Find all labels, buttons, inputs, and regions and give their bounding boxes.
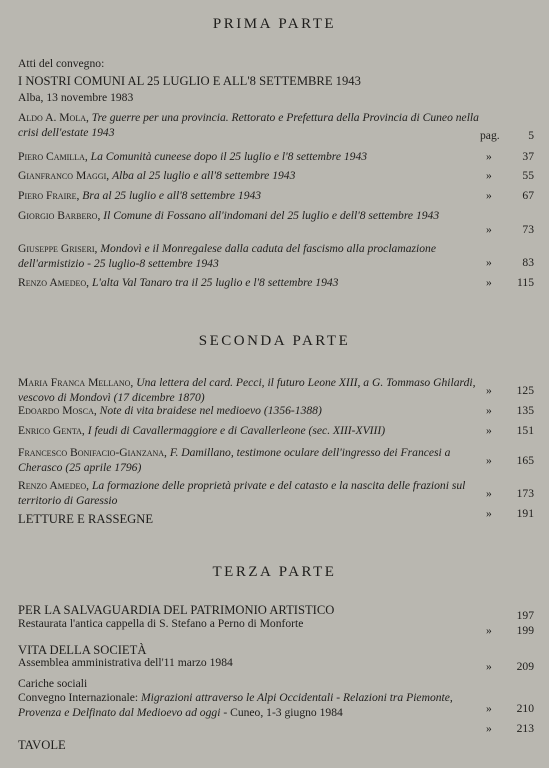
entry-label: Convegno Internazionale: [18,691,139,704]
part-heading-prima: PRIMA PARTE [212,16,337,32]
page-marker: » [486,424,492,437]
page-marker: » [486,404,492,417]
page-number: 37 [522,150,534,163]
page-number: 213 [516,722,534,735]
entry-title: Note di vita braidese nel medioevo (1356-1388) [99,404,322,417]
page-number: 73 [522,223,534,236]
intro-place-date: Alba, 13 novembre 1983 [18,91,134,104]
toc-entry [18,446,480,475]
entry-author: Aldo A. Mola, [18,111,89,124]
page-number: 165 [516,454,534,467]
page-number: 5 [528,129,534,142]
toc-entry-convegno [18,691,480,720]
page-marker: » [486,189,492,202]
entry-title: La Comunità cuneese dopo il 25 luglio e l'8 settembre 1943 [90,150,368,163]
page-number: 135 [516,404,534,417]
entry-cappella: Restaurata l'antica cappella di S. Stefano a Perno di Monforte [18,617,304,630]
entry-author: Edoardo Mosca, [18,404,97,417]
entry-title: F. Damillano, testimone oculare dell'ingresso dei Francesi a Cherasco (25 aprile 1796) [18,446,451,474]
entry-title: La formazione delle proprietà private e del catasto e la nascita delle frazioni sul territorio di Garessio [18,479,466,507]
entry-title: Alba al 25 luglio e all'8 settembre 1943 [112,169,296,182]
entry-author: Renzo Amedeo, [18,479,90,492]
page-number: 197 [516,609,534,622]
toc-entry [18,276,480,291]
page-marker: » [486,150,492,163]
page-marker: » [486,660,492,673]
section-letture-e-rassegne: LETTURE E RASSEGNE [18,512,154,526]
toc-entry [18,242,480,271]
page-number: 210 [516,702,534,715]
toc-entry [18,150,480,165]
page-marker: » [486,223,492,236]
page-marker: » [486,702,492,715]
entry-title: Migrazioni attraverso le Alpi Occidentali - Relazioni tra Piemonte, Provenza e Delfinato dal Medioevo ad oggi [18,691,453,719]
entry-title: Tre guerre per una provincia. Rettorato e Prefettura della Provincia di Cuneo nella crisi dell'estate 1943 [18,111,479,139]
entry-tail: - Cuneo, 1-3 giugno 1984 [223,705,343,719]
page-marker: » [486,384,492,397]
page-marker: » [486,624,492,637]
entry-author: Piero Fraire, [18,189,80,202]
entry-author: Giorgio Barbero, [18,209,101,222]
page-marker: » [486,507,492,520]
toc-entry [18,479,480,508]
entry-author: Giuseppe Griseri, [18,242,98,255]
section-tavole: TAVOLE [18,738,66,752]
entry-title: I feudi di Cavallermaggiore e di Cavallerleone (sec. XIII-XVIII) [87,424,386,437]
intro-label: Atti del convegno: [18,57,105,70]
page-marker: » [486,169,492,182]
page-marker: pag. [480,129,500,142]
page-number: 209 [516,660,534,673]
toc-entry [18,209,480,224]
part-heading-seconda: SECONDA PARTE [198,333,351,349]
entry-author: Renzo Amedeo, [18,276,90,289]
page-marker: » [486,487,492,500]
page-marker: » [486,722,492,735]
page-marker: » [486,276,492,289]
page-number: 199 [516,624,534,637]
entry-title: Una lettera del card. Pecci, il futuro Leone XIII, a G. Tommaso Ghilardi, vescovo di Mondovì (17 dicembre 1870) [18,376,476,404]
entry-author: Gianfranco Maggi, [18,169,110,182]
page-number: 67 [522,189,534,202]
entry-assemblea: Assemblea amministrativa dell'11 marzo 1984 [18,656,233,669]
page-number: 115 [517,276,534,289]
page-number: 55 [522,169,534,182]
toc-entry [18,111,480,140]
toc-entry [18,169,480,184]
page-number: 173 [516,487,534,500]
entry-title: L'alta Val Tanaro tra il 25 luglio e l'8 settembre 1943 [91,276,339,289]
toc-entry [18,404,480,419]
entry-title: Mondovì e il Monregalese dalla caduta del fascismo alla proclamazione dell'armistizio - 25 luglio-8 settembre 1943 [18,242,436,270]
entry-title: Bra al 25 luglio e all'8 settembre 1943 [82,189,262,202]
page-marker: » [486,454,492,467]
entry-title: Il Comune di Fossano all'indomani del 25 luglio e dell'8 settembre 1943 [103,209,440,222]
toc-entry [18,189,480,204]
section-patrimonio-artistico: PER LA SALVAGUARDIA DEL PATRIMONIO ARTISTICO [18,603,335,617]
intro-title: I NOSTRI COMUNI AL 25 LUGLIO E ALL'8 SETTEMBRE 1943 [18,74,361,88]
toc-entry [18,376,480,405]
section-vita-della-societa: VITA DELLA SOCIETÀ [18,643,147,657]
page-number: 151 [516,424,534,437]
part-heading-terza: TERZA PARTE [212,564,337,580]
toc-entry [18,424,480,439]
page-marker: » [486,256,492,269]
entry-author: Enrico Genta, [18,424,85,437]
page-number: 125 [516,384,534,397]
entry-author: Piero Camilla, [18,150,88,163]
entry-cariche-sociali: Cariche sociali [18,677,88,690]
entry-author: Maria Franca Mellano, [18,376,134,389]
page-number: 191 [516,507,534,520]
page-number: 83 [522,256,534,269]
entry-author: Francesco Bonifacio-Gianzana, [18,446,167,459]
